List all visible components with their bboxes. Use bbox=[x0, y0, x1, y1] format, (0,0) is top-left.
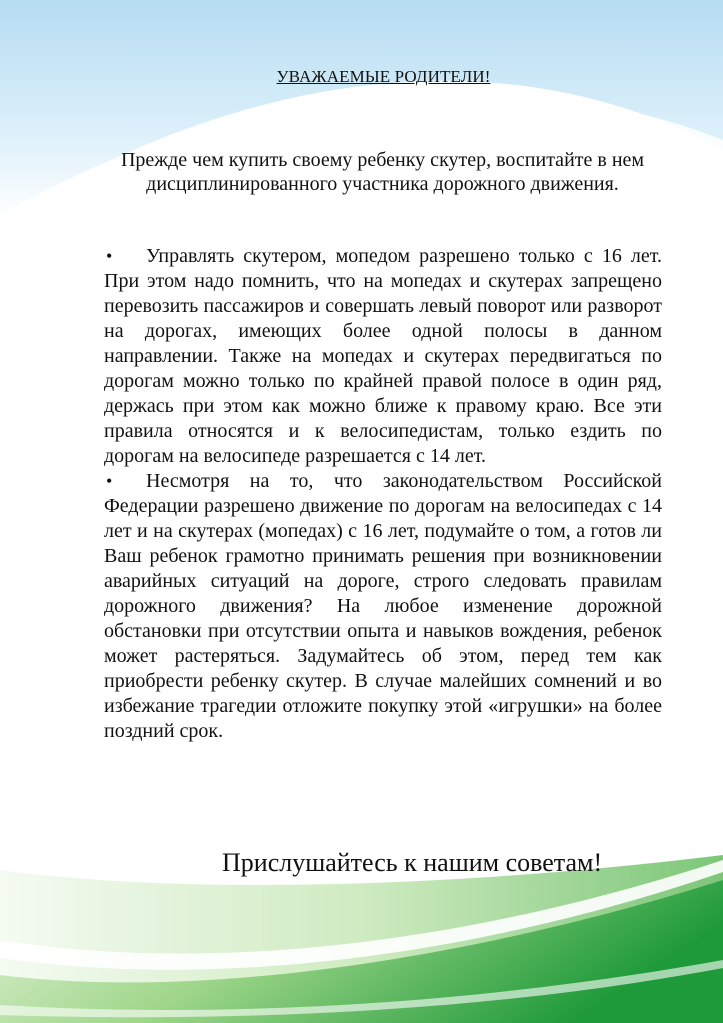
bullet-marker: • bbox=[106, 246, 113, 266]
intro-paragraph: Прежде чем купить своему ребенку скутер, воспитайте в нем дисциплинированного участника дорожного движения. bbox=[120, 149, 645, 195]
list-item-text: Управлять скутером, мопедом разрешено только с 16 лет. При этом надо помнить, что на мопедах и скутерах запрещено перевозить пассажиров и совершать левый поворот или разворот на дорогах, имеющих более одной полосы в данном направлении. Также на мопедах и скутерах передвигаться по дорогам можно только по крайней правой полосе в один ряд, держась при этом как можно ближе к правому краю. Все эти правила относятся и к велосипедистам, только ездить по дорогам на велосипеде разрешается с 14 лет. bbox=[104, 245, 662, 467]
list-item bbox=[104, 469, 662, 744]
closing-line: Прислушайтесь к нашим советам! bbox=[222, 848, 603, 877]
list-item-text: Несмотря на то, что законодательством Российской Федерации разрешено движение по дорогам на велосипедах с 14 лет и на скутерах (мопедах) с 16 лет, подумайте о том, а готов ли Ваш ребенок грамотно принимать решения при возникновении аварийных ситуаций на дороге, строго следовать правилам дорожного движения? На любое изменение дорожной обстановки при отсутствии опыта и навыков вождения, ребенок может растеряться. Задумайтесь об этом, перед тем как приобрести ребенку скутер. В случае малейших сомнений и во избежание трагедии отложите покупку этой «игрушки» на более поздний срок. bbox=[104, 470, 662, 742]
page-title: УВАЖАЕМЫЕ РОДИТЕЛИ! bbox=[276, 67, 491, 86]
advice-list bbox=[104, 244, 662, 744]
list-item bbox=[104, 244, 662, 469]
bullet-marker: • bbox=[106, 471, 113, 491]
